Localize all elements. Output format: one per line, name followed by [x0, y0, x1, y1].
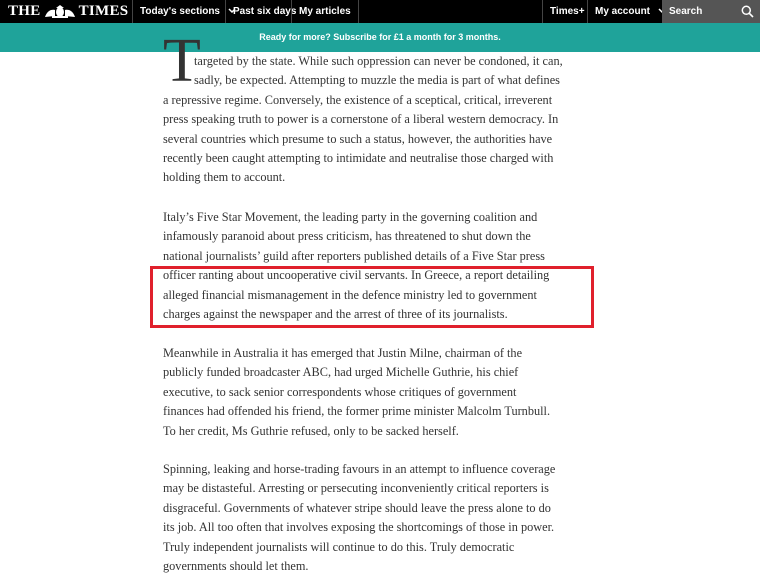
logo-text-times: TIMES: [78, 3, 129, 19]
nav-my-articles-label: My articles: [299, 6, 351, 17]
paragraph-line: alleged financial mismanagement in the defence ministry led to government: [163, 287, 537, 302]
royal-crest-icon: [43, 5, 77, 18]
paragraph-line: Spinning, leaking and horse-trading favours in an attempt to influence coverage: [163, 462, 556, 476]
paragraph-line: governments should let them.: [163, 559, 309, 574]
paragraph-line: executive, to sack senior correspondents whose critiques of government: [163, 384, 517, 399]
paragraph-line: infamously paranoid about press criticism, has threatened to shut down the: [163, 229, 531, 244]
article-paragraph: [163, 460, 555, 576]
paragraph-line: its job. All too often that involves exposing the shortcomings of those in power.: [163, 520, 555, 535]
paragraph-line: recently been caught attempting to intimidate and neutralise those charged with: [163, 151, 554, 166]
search-input[interactable]: [662, 0, 738, 23]
nav-todays-sections-label: Today's sections: [140, 6, 220, 17]
subscribe-banner[interactable]: [0, 23, 760, 52]
logo-text-the: THE: [8, 3, 41, 19]
paragraph-line: To her credit, Ms Guthrie refused, only to be sacked herself.: [163, 423, 459, 438]
top-nav-bar: [0, 0, 760, 23]
paragraph-line: Truly independent journalists will continue to do this. Truly democratic: [163, 539, 515, 554]
nav-my-account[interactable]: [587, 0, 673, 23]
nav-past-six-days-label: Past six days: [233, 6, 297, 17]
nav-times-plus-label: Times+: [550, 6, 585, 17]
paragraph-line: national journalists’ guild after reporters published details of a Five Star press: [163, 248, 545, 263]
paragraph-line: sadly, be expected. Attempting to muzzle the media is part of what defines: [194, 73, 560, 88]
paragraph-line: Meanwhile in Australia it has emerged that Justin Milne, chairman of the: [163, 346, 523, 360]
paragraph-line: holding them to account.: [163, 170, 286, 185]
article-paragraph: [163, 344, 550, 441]
paragraph-line: several countries which presume to such a status, however, the authorities have: [163, 131, 553, 146]
paragraph-line: finances had offended his friend, the former prime minister Malcolm Turnbull.: [163, 404, 551, 419]
paragraph-line: press speaking truth to power is a cornerstone of a liberal western democracy. In: [163, 112, 559, 127]
paragraph-line: Italy’s Five Star Movement, the leading party in the governing coalition and: [163, 210, 538, 224]
search-box: [662, 0, 760, 23]
paragraph-line: disgraceful. Governments of whatever stripe should leave the press alone to do: [163, 500, 551, 515]
paragraph-line: may be distasteful. Arresting or persecuting inconveniently critical reporters is: [163, 481, 549, 496]
search-icon[interactable]: [741, 5, 754, 18]
article-paragraph: [163, 52, 563, 188]
drop-cap: T: [163, 27, 201, 95]
nav-my-articles[interactable]: [291, 0, 359, 23]
paragraph-line: targeted by the state. While such oppression can never be condoned, it can,: [194, 54, 563, 68]
nav-my-account-label: My account: [595, 6, 651, 17]
nav-times-plus[interactable]: [542, 0, 592, 23]
paragraph-line: charges against the newspaper and the arrest of three of its journalists.: [163, 307, 508, 322]
article-paragraph: [163, 208, 549, 324]
times-logo[interactable]: [8, 3, 128, 20]
paragraph-line: a repressive regime. Conversely, the existence of a sceptical, critical, irreverent: [163, 92, 553, 107]
subscribe-banner-text: Ready for more? Subscribe for £1 a month for 3 months.: [259, 32, 501, 42]
paragraph-line: officer ranting about uncooperative civil servants. In Greece, a report detailing: [163, 268, 550, 283]
paragraph-line: publicly funded broadcaster ABC, had urged Michelle Guthrie, his chief: [163, 365, 519, 380]
